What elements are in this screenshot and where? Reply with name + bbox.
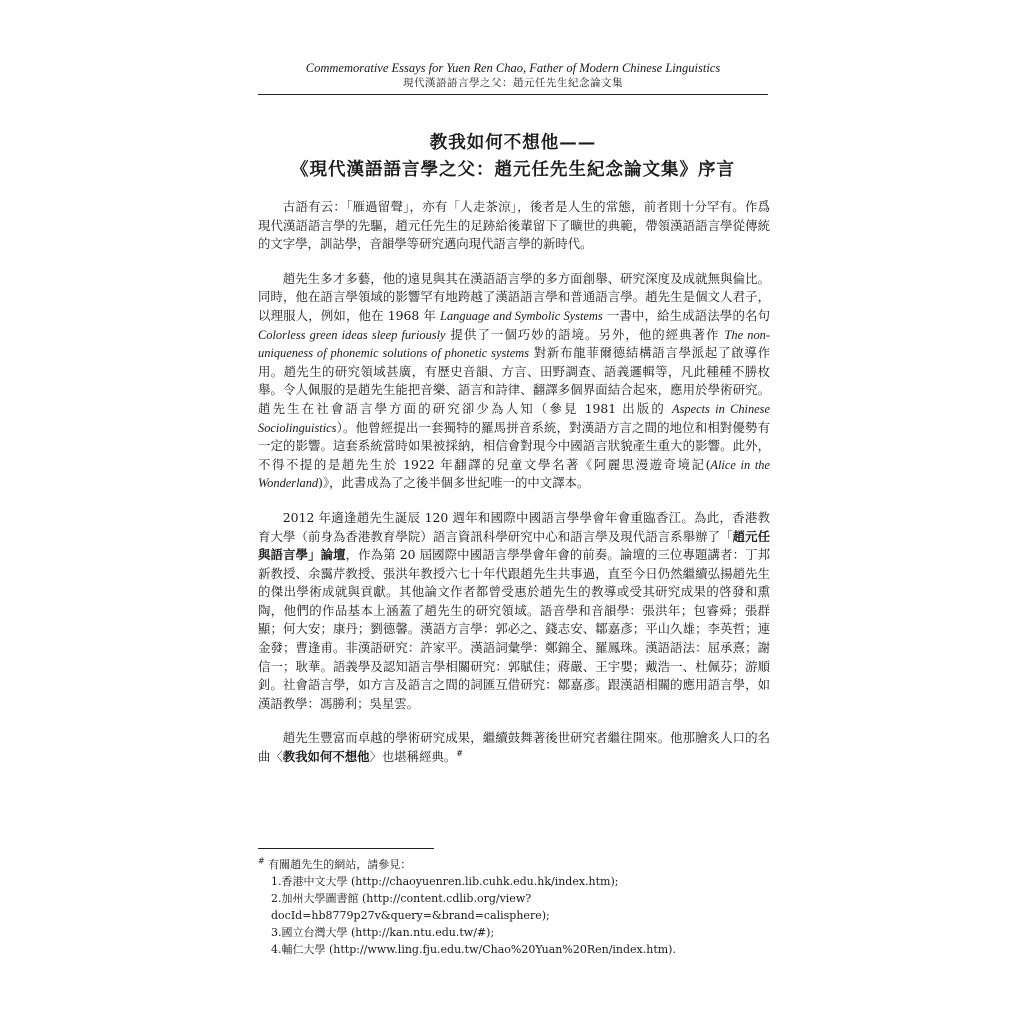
forum-label: 論壇: [320, 547, 346, 563]
p2-text-a: 趙先生多才多藝，他的遠見與其在漢語語言學的多方面創舉、研究深度及成就無與倫比。同時，他在語言學領域的影響罕有地跨越了漢語語言學和普通語言學。趙先生是個文人君子，以理服人，例如，他在 1968 年: [258, 270, 770, 323]
p2-text-e: 提供了一個巧妙的語境。另外，他的經典著作: [445, 326, 725, 342]
footnote-intro: [258, 856, 770, 873]
title-line-1: 教我如何不想他——: [429, 133, 597, 153]
p2-text-g: 對新布龍菲爾德結構語言學派起了啟導作用。趙先生的研究領域甚廣，有歷史音韻、方言、田野調查、語義邏輯等，凡此種種不勝枚舉。令人佩服的是趙先生能把音樂、語言和詩律、翻譯多個界面結合起來，應用於學術研究。趙先生在社會語言學方面的研究卻少為人知（參見 1981 出版的: [258, 345, 770, 416]
footnote-link-cuhk: 1.香港中文大學 (http://chaoyuenren.lib.cuhk.edu.hk/index.htm);: [271, 875, 619, 888]
p3-text-a: 2012 年適逢趙先生誕辰 120 週年和國際中國語言學學會年會重臨香江。為此，香港教育大學（前身為香港教育學院）語言資訊科學研究中心和語言學及現代語言系舉辦了「: [258, 509, 770, 544]
preface-body: [258, 198, 770, 783]
footnote-block: [258, 856, 770, 958]
book-title-alice: Alice in the Wonderland: [258, 457, 770, 491]
header-title-english: Commemorative Essays for Yuen Ren Chao, Father of Modern Chinese Linguistics: [305, 61, 721, 75]
preface-title: [258, 130, 768, 184]
footnote-link-uc-library: 2.加州大學圖書館 (http://content.cdlib.org/view?docId=hb8779p27v&query=&brand=calisphere);: [271, 892, 550, 922]
paper-title-non-uniqueness: The non-uniqueness of phonemic solutions of phonetic systems: [258, 327, 770, 361]
p2-text-k: )》，此書成為了之後半個多世紀唯一的中文譯本。: [318, 475, 590, 491]
forum-quote-close: 」: [308, 547, 321, 563]
footnote-link-ntu: 3.國立台灣大學 (http://kan.ntu.edu.tw/#);: [271, 926, 495, 939]
footnote-link-fju: 4.輔仁大學 (http://www.ling.fju.edu.tw/Chao%20Yuan%20Ren/index.htm).: [271, 943, 676, 956]
footnote-mark: #: [258, 856, 265, 866]
quote-colorless-green-ideas: Colorless green ideas sleep furiously: [258, 327, 446, 342]
song-title: 教我如何不想他: [282, 749, 370, 765]
paragraph-2: [258, 270, 770, 493]
book-title-language-symbolic-systems: Language and Symbolic Systems: [440, 308, 603, 323]
footnote-divider: [258, 848, 434, 849]
title-line-2: 《現代漢語語言學之父：趙元任先生紀念論文集》序言: [291, 160, 735, 180]
p4-text-c: 〉也堪稱經典。: [369, 749, 457, 765]
running-header: [258, 60, 768, 95]
paragraph-4: [258, 729, 770, 766]
footnote-reference-mark: #: [456, 748, 463, 758]
header-title-chinese: 現代漢語語言學之父：趙元任先生紀念論文集: [403, 77, 623, 89]
footnote-intro-text: 有關趙先生的網站，請參見：: [268, 858, 412, 871]
paragraph-3: [258, 509, 770, 714]
forum-name: 趙元任與語言學: [258, 528, 771, 563]
paragraph-1: 古語有云：「雁過留聲」，亦有「人走茶涼」，後者是人生的常態，前者則十分罕有。作爲現代漢語語言學的先驅，趙元任先生的足跡給後輩留下了曠世的典範，帶領漢語語言學從傳統的文字學，訓詁學，音韻學等研究邁向現代語言學的新時代。: [258, 199, 770, 252]
p2-text-i: ）。他曾經提出一套獨特的羅馬拼音系統，對漢語方言之間的地位和相對優勢有一定的影響。這套系統當時如果被採納，相信會對現今中國語言狀貌產生重大的影響。此外，不得不提的是趙先生於 1922 年翻譯的兒童文學名著《阿麗思漫遊奇境記(: [258, 419, 770, 472]
p4-text-a: 趙先生豐富而卓越的學術研究成果，繼續鼓舞著後世研究者繼往開來。他那膾炙人口的名曲〈: [258, 730, 770, 765]
book-title-sociolinguistics: Aspects in Chinese Sociolinguistics: [258, 401, 770, 435]
p3-text-e: ，作為第 20 屆國際中國語言學學會年會的前奏。論壇的三位專題講者：丁邦新教授、余靄芹教授、張洪年教授六七十年代跟趙先生共事過，直至今日仍然繼續弘揚趙先生的傑出學術成就與貢獻。其他論文作者都曾受惠於趙先生的教導或受其研究成果的啓發和熏陶，他們的作品基本上涵蓋了趙先生的研究領域。語音學和音韻學：張洪年；包睿舜；張群顯；何大安；康丹；劉德馨。漢語方言學：郭必之、錢志安、鄒嘉彥；平山久雄；李英哲；連金發；曹逢甫。非漢語研究：許家平。漢語詞彙學：鄭錦全、羅鳳珠。漢語語法：屈承熹；謝信一；耿華。語義學及認知語言學相關研究：郭賦佳；蔣嚴、王宇嬰；戴浩一、杜佩芬；游順釗。社會語言學，如方言及語言之間的詞匯互借研究：鄒嘉彥。跟漢語相關的應用語言學，如漢語教學：馮勝利；吳星雲。: [258, 547, 771, 711]
p2-text-c: 一書中，給生成語法學的名句: [602, 307, 770, 323]
